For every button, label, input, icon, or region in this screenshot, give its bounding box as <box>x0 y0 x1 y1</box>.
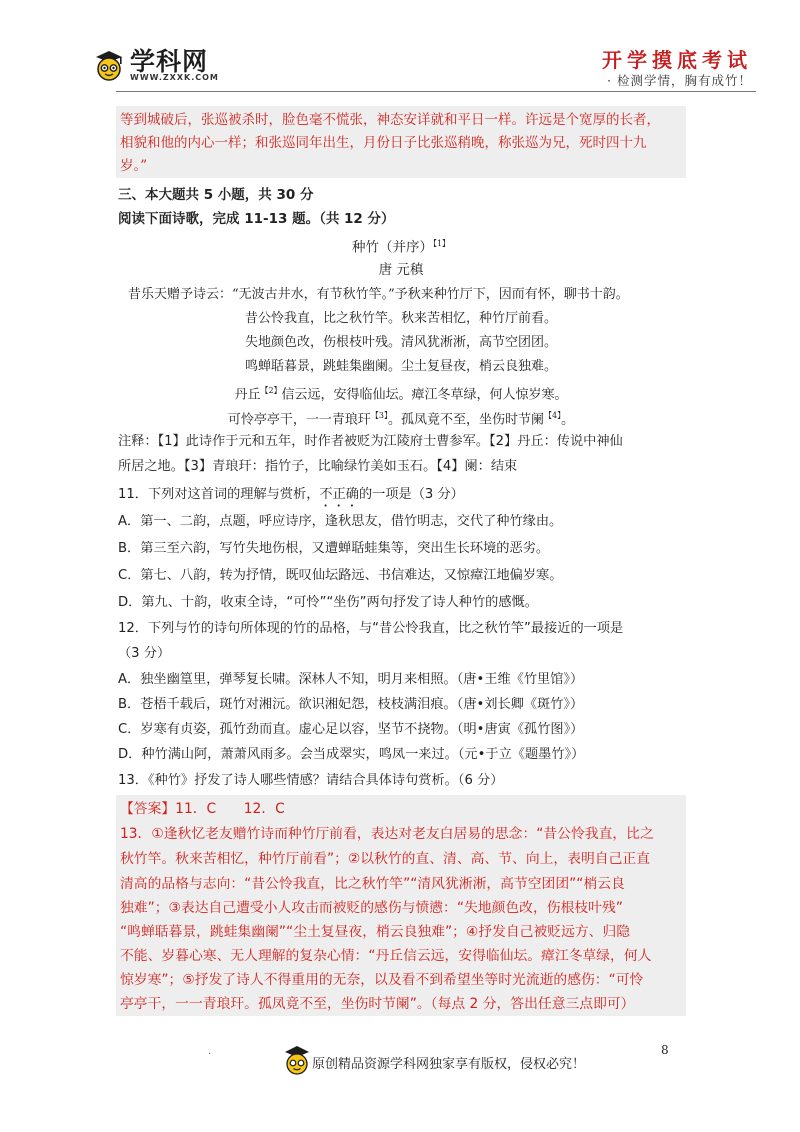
question-12-stem: 12．下列与竹的诗句所体现的竹的品格，与“昔公怜我直，比之秋竹竿”最接近的一项是 <box>118 621 624 636</box>
question-12-score: （3 分） <box>118 646 171 661</box>
question-13-stem: 13．《种竹》抒发了诗人哪些情感？请结合具体诗句赏析。（6 分） <box>118 773 504 788</box>
answer-line: 相貌和他的内心一样；和张巡同年出生，月份日子比张巡稍晚，称张巡为兄，死时四十九 <box>120 135 647 151</box>
answer-line: 独难”；③表达自己遭受小人攻击而被贬的感伤与愤懑：“失地颜色改，伤根枝叶残” <box>120 900 623 916</box>
answer-line: 岁。” <box>120 158 148 174</box>
answer-line: 13．①逢秋忆老友赠竹诗而种竹厅前看，表达对老友白居易的思念：“昔公怜我直，比之 <box>120 826 654 842</box>
poem-line: 昔公怜我直，比之秋竹竿。秋来苦相忆，种竹厅前看。 <box>244 311 557 326</box>
poem-notes-line1: 注释：【1】此诗作于元和五年，时作者被贬为江陵府士曹参军。【2】丹丘：传说中神仙 <box>118 434 623 449</box>
answer-line: 清高的品格与志向：“昔公怜我直，比之秋竹竿”“清风犹淅淅，高节空团团”“梢云良 <box>120 876 625 892</box>
footnote-marker: 【2】 <box>260 386 282 395</box>
poem-text: 。 <box>561 412 575 428</box>
answer-box <box>116 795 686 1016</box>
footnote-marker: 【1】 <box>432 239 451 248</box>
logo-text: 学科网 <box>130 47 209 76</box>
reading-instruction: 阅读下面诗歌，完成 11-13 题。（共 12 分） <box>118 211 395 227</box>
question-11-option-d: D．第九、十韵，收束全诗，“可怜”“坐伤”两句抒发了诗人种竹的感慨。 <box>118 595 538 610</box>
answer-line: 秋竹竿。秋来苦相忆，种竹厅前看”；②以秋竹的直、清、高、节、向上，表明自己正直 <box>120 851 650 867</box>
answer-line: “鸣蝉聒暮景，跳蛙集幽阑”“尘土复昼夜，梢云良独难”；④抒发自己被贬远方、归隐 <box>120 924 631 940</box>
footnote-marker: 【3】 <box>370 411 388 420</box>
poem-text: 。孤凤竟不至，坐伤时节阑 <box>387 412 544 428</box>
footnote-marker: 【4】 <box>544 411 562 420</box>
poem-notes-line2: 所居之地。【3】青琅玕：指竹子，比喻绿竹美如玉石。【4】阑：结束 <box>118 459 518 474</box>
footer-mascot-icon <box>282 1043 312 1077</box>
question-text: 11．下列对这首词的理解与赏析， <box>118 487 320 502</box>
question-12-option-d: D．种竹满山阿，萧萧风雨多。会当成翠实，鸣凤一来过。（元•于立《题墨竹》） <box>118 747 585 762</box>
poem-title-text: 种竹（并序） <box>351 239 433 256</box>
poem-text: 信云远，安得临仙坛。瘴江冬草绿，何人惊岁寒。 <box>281 387 568 403</box>
answer-line: 亭亭干，一一青琅玕。孤凤竟不至，坐伤时节阑”。（每点 2 分，答出任意三点即可） <box>120 996 635 1012</box>
header-subslogan: · 检测学情，胸有成竹！ <box>607 73 752 88</box>
poem-title <box>118 232 684 260</box>
poem-author: 唐 元稹 <box>378 262 424 278</box>
logo-url: WWW.ZXXK.COM <box>130 73 219 82</box>
footer-dot: . <box>208 1046 212 1057</box>
poem-line: 鸣蝉聒暮景，跳蛙集幽阑。尘土复昼夜，梢云良独难。 <box>244 359 557 374</box>
logo-mascot-icon <box>92 48 126 82</box>
emphasized-text: 不正确 <box>319 487 359 502</box>
poem-preface: 昔乐天赠予诗云：“无波古井水，有节秋竹竿。”予秋来种竹厅下，因而有怀，聊书十韵。 <box>128 287 629 302</box>
poem-line: 失地颜色改，伤根枝叶残。清风犹淅淅，高节空团团。 <box>244 335 557 350</box>
header-slogan: 开学摸底考试 <box>602 48 752 72</box>
answer-continuation-box <box>116 106 686 178</box>
answer-line: 等到城破后，张巡被杀时，脸色毫不慌张，神态安详就和平日一样。许远是个宽厚的长者， <box>120 112 660 128</box>
poem-line <box>118 404 684 432</box>
question-11-option-c: C．第七、八韵，转为抒情，既叹仙坛路远、书信难达，又惊瘴江地偏岁寒。 <box>118 568 563 583</box>
question-11-option-a: A．第一、二韵，点题，呼应诗序，逢秋思友，借竹明志，交代了种竹缘由。 <box>118 514 563 529</box>
question-12-option-b: B．苍梧千载后，斑竹对湘沅。欲识湘妃怨，枝枝满泪痕。（唐•刘长卿《斑竹》） <box>118 697 584 712</box>
page-number: 8 <box>661 1043 669 1057</box>
answer-line: 不能、岁暮心寒、无人理解的复杂心情：“丹丘信云远，安得临仙坛。瘴江冬草绿，何人 <box>120 948 652 964</box>
header-divider <box>116 91 756 92</box>
question-12-option-c: C．岁寒有贞姿，孤竹劲而直。虚心足以容，坚节不挠物。（明•唐寅《孤竹图》） <box>118 722 584 737</box>
answer-key-line: 【答案】11．C 12．C <box>120 801 285 817</box>
question-11-stem <box>118 483 684 510</box>
answer-continuation-text <box>120 109 682 178</box>
section-title: 三、本大题共 5 小题，共 30 分 <box>118 187 314 203</box>
question-text: 的一项是（3 分） <box>358 487 464 502</box>
poem-text: 可怜亭亭干，一一青琅玕 <box>227 412 371 428</box>
footer-copyright: 原创精品资源学科网独家享有版权，侵权必究！ <box>312 1057 586 1072</box>
logo <box>92 42 252 88</box>
question-11-option-b: B．第三至六韵，写竹失地伤根，又遭蝉聒蛙集等，突出生长环境的恶劣。 <box>118 541 550 556</box>
poem-text: 丹丘 <box>234 387 261 403</box>
answer-line: 惊岁寒”；⑤抒发了诗人不得重用的无奈，以及看不到希望坐等时光流逝的感伤：“可怜 <box>120 972 644 988</box>
question-12-option-a: A．独坐幽篁里，弹琴复长啸。深林人不知，明月来相照。（唐•王维《竹里馆》） <box>118 672 584 687</box>
